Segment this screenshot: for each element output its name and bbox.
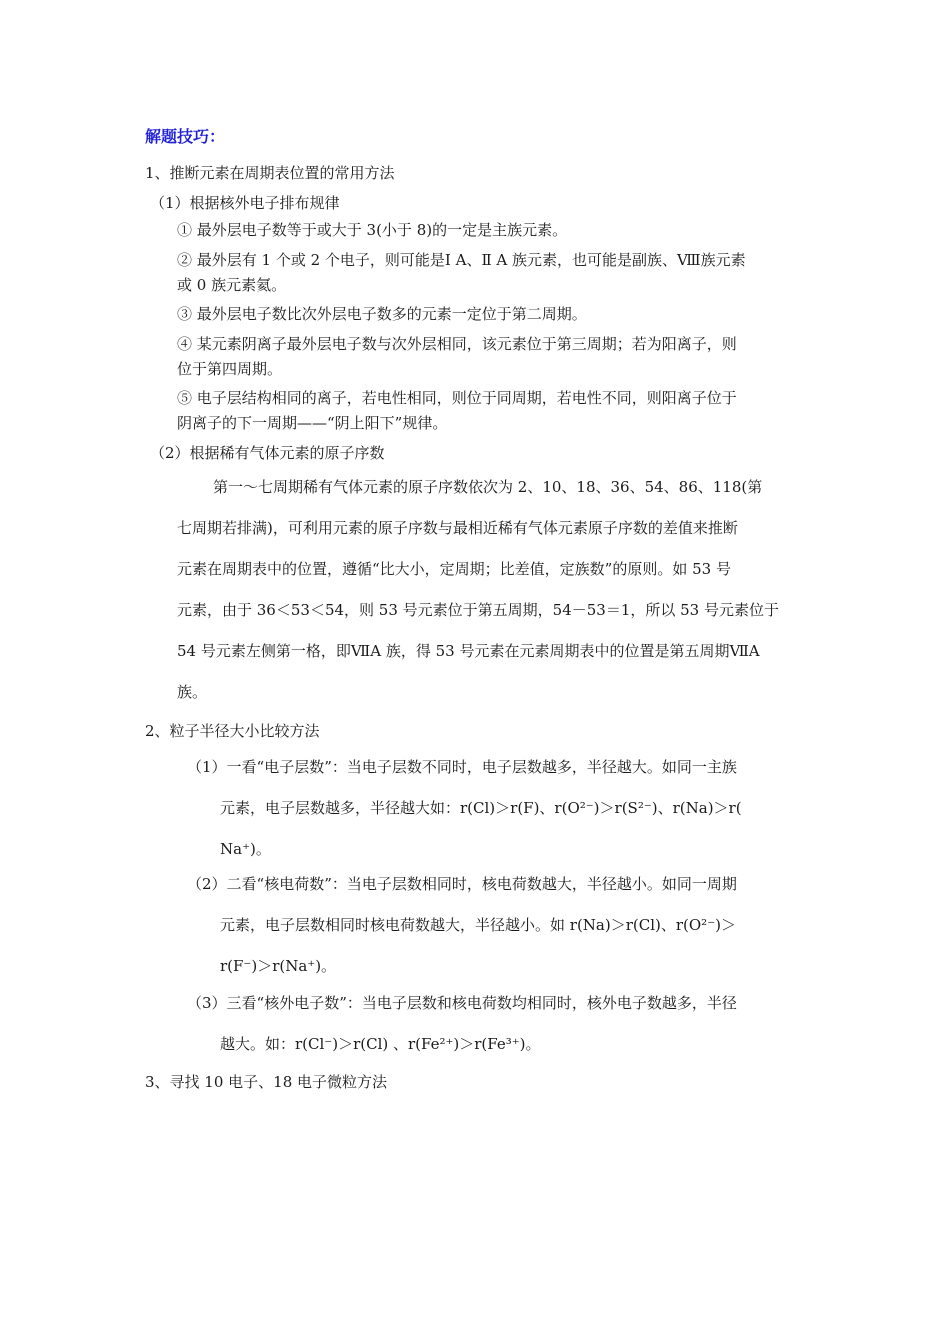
radius-rule-line: 越大。如：r(Cl⁻)＞r(Cl) 、r(Fe²⁺)＞r(Fe³⁺)。	[220, 1035, 541, 1053]
radius-rule-heading: （2）二看“核电荷数”：当电子层数相同时，核电荷数越大，半径越小。如同一周期	[187, 875, 737, 893]
radius-rule-heading: （3）三看“核外电子数”：当电子层数和核电荷数均相同时，核外电子数越多，半径	[187, 994, 737, 1012]
rule-line: 位于第四周期。	[177, 360, 283, 378]
section-1-heading: 1、推断元素在周期表位置的常用方法	[145, 164, 395, 182]
paragraph-line: 第一～七周期稀有气体元素的原子序数依次为 2、10、18、36、54、86、118(第	[213, 478, 763, 496]
rule-line: ⑤ 电子层结构相同的离子，若电性相同，则位于同周期，若电性不同，则阳离子位于	[177, 389, 737, 407]
rule-line: ④ 某元素阴离子最外层电子数与次外层相同，该元素位于第三周期；若为阳离子，则	[177, 335, 737, 353]
section-2-heading: 2、粒子半径大小比较方法	[145, 722, 320, 740]
radius-rule-heading: （1）一看“电子层数”：当电子层数不同时，电子层数越多，半径越大。如同一主族	[187, 758, 737, 776]
radius-rule-line: Na⁺)。	[220, 840, 271, 858]
paragraph-line: 54 号元素左侧第一格，即ⅦA 族，得 53 号元素在元素周期表中的位置是第五周期ⅦA	[177, 642, 760, 660]
radius-rule-line: 元素，电子层数越多，半径越大如：r(Cl)＞r(F)、r(O²⁻)＞r(S²⁻)、r(Na)＞r(	[220, 799, 742, 817]
rule-line: ① 最外层电子数等于或大于 3(小于 8)的一定是主族元素。	[177, 221, 568, 239]
rule-line: 或 0 族元素氦。	[177, 276, 287, 294]
paragraph-line: 族。	[177, 683, 208, 701]
rule-line: ③ 最外层电子数比次外层电子数多的元素一定位于第二周期。	[177, 305, 587, 323]
page-title: 解题技巧：	[145, 127, 226, 146]
paragraph-line: 七周期若排满)，可利用元素的原子序数与最相近稀有气体元素原子序数的差值来推断	[177, 519, 738, 537]
rule-line: ② 最外层有 1 个或 2 个电子，则可能是Ⅰ A、Ⅱ A 族元素，也可能是副族、Ⅷ族元素	[177, 251, 746, 269]
paragraph-line: 元素，由于 36＜53＜54，则 53 号元素位于第五周期，54－53＝1，所以 53 号元素位于	[177, 601, 779, 619]
section-3-heading: 3、寻找 10 电子、18 电子微粒方法	[145, 1073, 388, 1091]
radius-rule-line: r(F⁻)＞r(Na⁺)。	[220, 957, 337, 975]
radius-rule-line: 元素，电子层数相同时核电荷数越大，半径越小。如 r(Na)＞r(Cl)、r(O²⁻)＞	[220, 916, 736, 934]
section-1-sub-1-heading: （1）根据核外电子排布规律	[150, 194, 340, 212]
paragraph-line: 元素在周期表中的位置，遵循“比大小，定周期；比差值，定族数”的原则。如 53 号	[177, 560, 731, 578]
rule-line: 阴离子的下一周期——“阴上阳下”规律。	[177, 414, 448, 432]
section-1-sub-2-heading: （2）根据稀有气体元素的原子序数	[150, 444, 385, 462]
